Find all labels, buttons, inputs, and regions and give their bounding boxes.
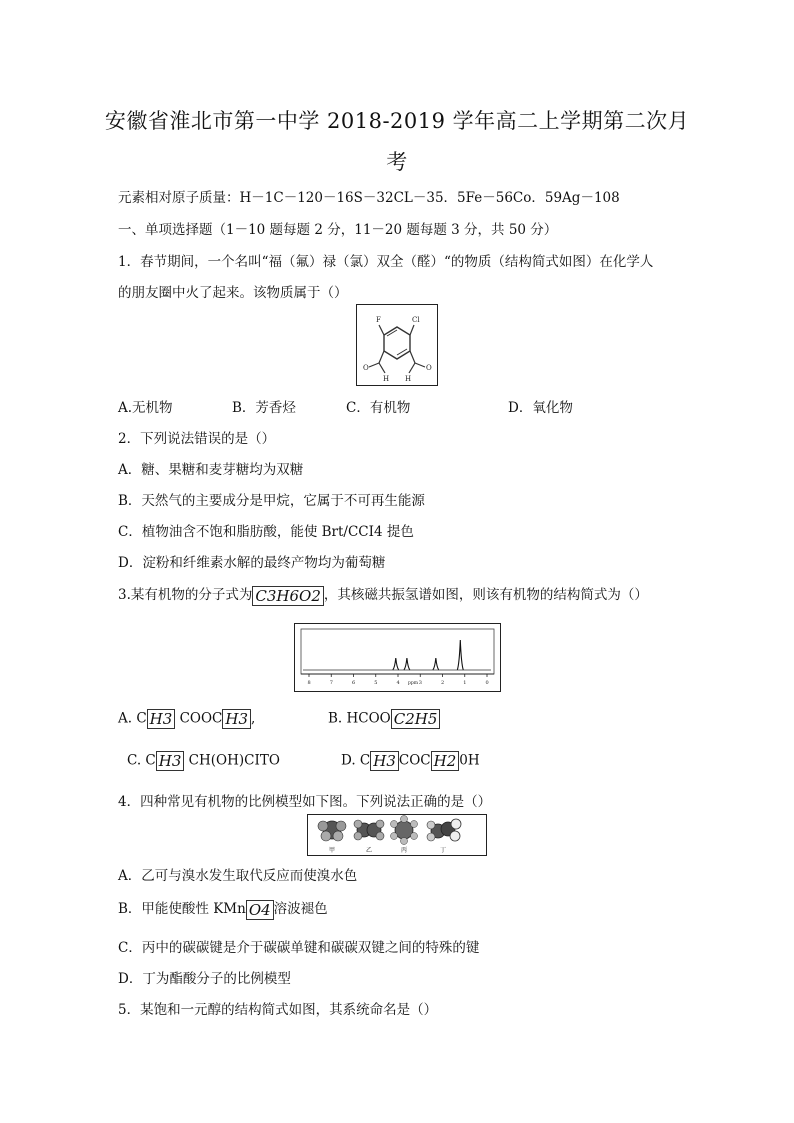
nmr-tick-label: 6: [352, 680, 356, 686]
q1-option-c[interactable]: C．有机物: [346, 400, 411, 416]
q3-c-prefix: C. C: [127, 752, 156, 769]
q4-stem: 4．四种常见有机物的比例模型如下图。下列说法正确的是（）: [118, 794, 492, 810]
nmr-peak: [433, 658, 439, 670]
q3-stem-after: ，其核磁共振氢谱如图，则该有机物的结构简式为（）: [323, 587, 648, 603]
q2-stem: 2．下列说法错误的是（）: [118, 431, 276, 447]
label-yi: 乙: [366, 847, 373, 854]
section-heading: 一、单项选择题（1－10 题每题 2 分，11－20 题每题 3 分，共 50 分）: [118, 222, 558, 238]
label-jia: 甲: [329, 847, 336, 854]
q1-structure-figure: [356, 304, 438, 386]
q4-option-d[interactable]: D．丁为酯酸分子的比例模型: [118, 971, 291, 987]
space-filling-models-diagram: [308, 815, 486, 855]
nmr-tick-label: 5: [374, 680, 378, 686]
model-ding: [427, 819, 461, 841]
q4-ball-model-figure: [307, 814, 487, 856]
chlorine-label: Cl: [412, 316, 420, 324]
nmr-peak: [457, 640, 463, 670]
model-yi: [354, 820, 384, 840]
nmr-peak: [404, 658, 410, 670]
q2-option-a[interactable]: A．糖、果糖和麦芽糖均为双糖: [118, 462, 304, 478]
q3-a-suffix: ,: [251, 710, 256, 727]
q3-d-prefix: D. C: [341, 752, 371, 769]
q3-option-b[interactable]: [328, 709, 440, 729]
q3-a-prefix: A. C: [118, 710, 147, 727]
oxygen-label-right: O: [426, 364, 432, 372]
q1-stem-line1: 1．春节期间，一个名叫“福（氟）禄（氯）双全（醛）“的物质（结构简式如图）在化学人: [118, 254, 654, 270]
q3-option-a[interactable]: [118, 709, 255, 729]
atomic-masses: 元素相对原子质量：H－1C－120－16S－32CL－35．5Fe－56Co．59Ag－108: [118, 190, 620, 206]
q3-b-prefix: B. HCOO: [328, 710, 391, 727]
exam-title-line2: 考: [386, 150, 408, 174]
nmr-tick-label: 0: [485, 680, 489, 686]
q1-option-d[interactable]: D．氧化物: [508, 400, 573, 416]
hydrogen-label-left: H: [383, 375, 390, 383]
q3-c-suffix: CH(OH)CITO: [184, 752, 280, 769]
q3-d-formula-box1: H3: [370, 751, 399, 771]
q4-b-formula-box: O4: [246, 900, 274, 920]
nmr-spectrum-chart: [295, 624, 500, 691]
q3-a-formula-box1: H3: [147, 709, 176, 729]
nmr-tick-label: 2: [441, 680, 445, 686]
nmr-tick-label: 3: [418, 680, 422, 686]
q4-option-b[interactable]: [118, 897, 328, 920]
q3-d-middle: COC: [398, 752, 431, 769]
nmr-tick-label: 8: [307, 680, 311, 686]
model-jia: [318, 821, 346, 841]
q4-option-c[interactable]: C．丙中的碳碳键是介于碳碳单键和碳碳双键之间的特殊的键: [118, 940, 480, 956]
hydrogen-label-right: H: [405, 375, 412, 383]
label-bing: 丙: [401, 847, 408, 854]
q3-stem-before: 3.某有机物的分子式为: [118, 587, 253, 603]
q3-option-d[interactable]: [341, 751, 480, 771]
q3-b-formula-box: C2H5: [391, 709, 441, 729]
q1-stem-line2: 的朋友圈中火了起来。该物质属于（）: [118, 285, 348, 301]
nmr-spectrum-figure: [294, 623, 501, 692]
q4-option-a[interactable]: A．乙可与溴水发生取代反应而使溴水色: [118, 868, 358, 884]
q3-a-formula-box2: H3: [222, 709, 251, 729]
q2-option-d[interactable]: D．淀粉和纤维素水解的最终产物均为葡萄糖: [118, 555, 386, 571]
nmr-tick-label: 7: [329, 680, 333, 686]
exam-title-line1: 安徽省淮北市第一中学 2018-2019 学年高二上学期第二次月: [104, 109, 690, 133]
fluorine-label: F: [376, 316, 381, 324]
model-bing: [391, 816, 418, 845]
q3-stem: [118, 583, 648, 606]
q3-d-suffix: 0H: [459, 752, 480, 769]
nmr-tick-label: 1: [463, 680, 467, 686]
q1-option-b[interactable]: B．芳香烃: [232, 400, 296, 416]
oxygen-label-left: O: [363, 364, 369, 372]
q3-option-c[interactable]: [127, 751, 280, 771]
q3-a-middle: COOC: [175, 710, 223, 727]
benzene-structure-diagram: [357, 305, 437, 385]
nmr-unit-label: ppm: [408, 681, 419, 686]
q3-d-formula-box2: H2: [431, 751, 460, 771]
nmr-tick-label: 4: [396, 680, 400, 686]
q2-option-b[interactable]: B．天然气的主要成分是甲烷，它属于不可再生能源: [118, 493, 425, 509]
q5-stem: 5．某饱和一元醇的结构简式如图，其系统命名是（）: [118, 1002, 438, 1018]
q3-molecular-formula: C3H6O2: [252, 586, 324, 606]
q3-c-formula-box: H3: [156, 751, 185, 771]
nmr-peak: [393, 658, 399, 670]
q1-option-a[interactable]: A.无机物: [118, 400, 173, 416]
q4-b-prefix: B．甲能使酸性 KMn: [118, 901, 246, 917]
label-ding: 丁: [440, 847, 447, 854]
q2-option-c[interactable]: C．植物油含不饱和脂肪酸，能使 Brt/CCI4 提色: [118, 524, 414, 540]
q4-b-suffix: 溶波褪色: [273, 901, 328, 917]
